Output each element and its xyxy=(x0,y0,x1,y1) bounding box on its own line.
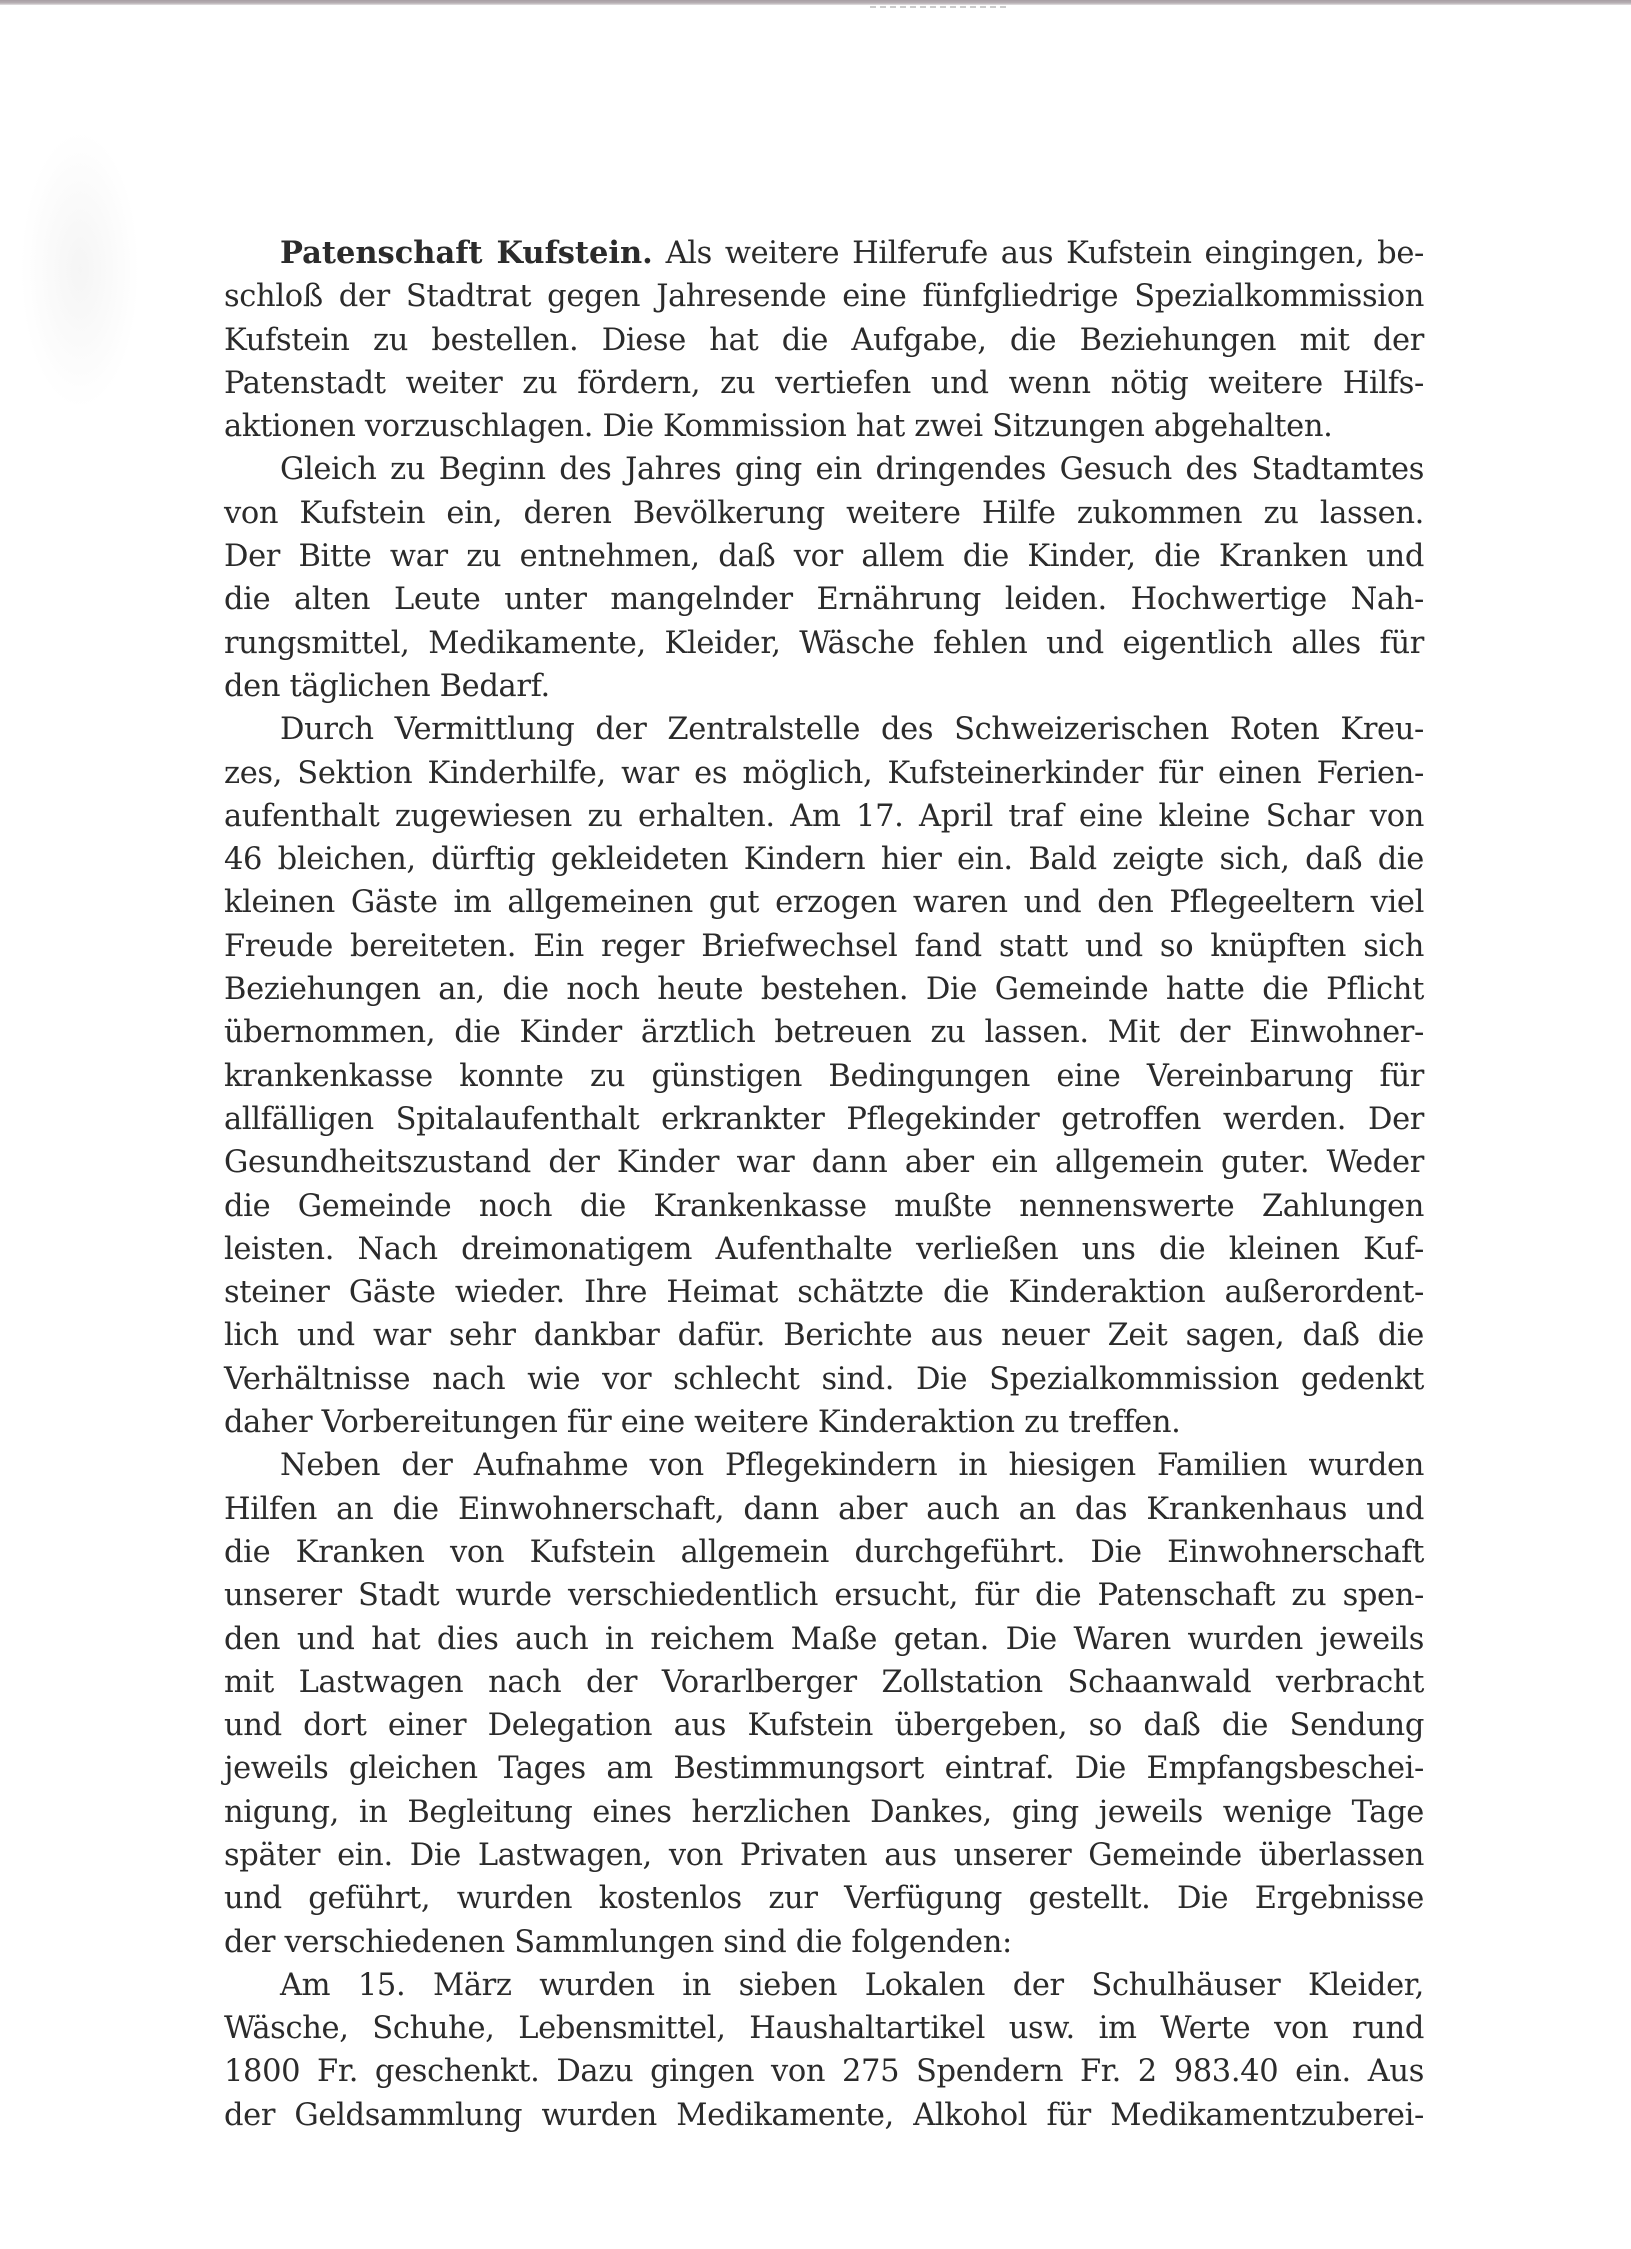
text-line: Durch Vermittlung der Zentralstelle des Schweizerischen Roten Kreu- xyxy=(280,712,1424,748)
text-line: Patenstadt weiter zu fördern, zu vertiefen und wenn nötig weitere Hilfs- xyxy=(224,365,1424,401)
text-line: unserer Stadt wurde verschiedentlich ersucht, für die Patenschaft zu spen- xyxy=(224,1578,1424,1614)
text-line: Kufstein zu bestellen. Diese hat die Aufgabe, die Beziehungen mit der xyxy=(224,322,1424,358)
text-line: Patenschaft Kufstein. Als weitere Hilferufe aus Kufstein eingingen, be- xyxy=(280,235,1425,271)
text-line: den und hat dies auch in reichem Maße getan. Die Waren wurden jeweils xyxy=(224,1621,1424,1657)
text-line: Der Bitte war zu entnehmen, daß vor allem die Kinder, die Kranken und xyxy=(224,539,1424,575)
text-line: Hilfen an die Einwohnerschaft, dann aber auch an das Krankenhaus und xyxy=(224,1491,1424,1527)
text-line: jeweils gleichen Tages am Bestimmungsort eintraf. Die Empfangsbeschei- xyxy=(224,1751,1424,1787)
text-line: aufenthalt zugewiesen zu erhalten. Am 17. April traf eine kleine Schar von xyxy=(224,798,1424,834)
text-line: nigung, in Begleitung eines herzlichen Dankes, ging jeweils wenige Tage xyxy=(224,1794,1424,1830)
text-line: später ein. Die Lastwagen, von Privaten aus unserer Gemeinde überlassen xyxy=(224,1837,1424,1873)
scan-artifact xyxy=(870,6,1010,8)
text-line: und geführt, wurden kostenlos zur Verfügung gestellt. Die Ergebnisse xyxy=(224,1881,1424,1917)
text-line: übernommen, die Kinder ärztlich betreuen zu lassen. Mit der Einwohner- xyxy=(224,1015,1424,1051)
text-line: von Kufstein ein, deren Bevölkerung weitere Hilfe zukommen zu lassen. xyxy=(224,495,1424,531)
text-line: schloß der Stadtrat gegen Jahresende eine fünfgliedrige Spezialkommission xyxy=(224,279,1424,315)
text-line: steiner Gäste wieder. Ihre Heimat schätzte die Kinderaktion außerordent- xyxy=(224,1275,1424,1311)
text-line: und dort einer Delegation aus Kufstein übergeben, so daß die Sendung xyxy=(224,1708,1424,1744)
text-line: die alten Leute unter mangelnder Ernährung leiden. Hochwertige Nah- xyxy=(224,582,1424,618)
text-line: Wäsche, Schuhe, Lebensmittel, Haushaltartikel usw. im Werte von rund xyxy=(224,2011,1424,2047)
text-line: Verhältnisse nach wie vor schlecht sind. Die Spezialkommission gedenkt xyxy=(224,1361,1424,1397)
paragraph xyxy=(224,1444,1424,1964)
paragraph xyxy=(224,708,1424,1444)
section-heading: Patenschaft Kufstein. xyxy=(280,235,653,271)
text-line: 46 bleichen, dürftig gekleideten Kindern hier ein. Bald zeigte sich, daß die xyxy=(224,842,1424,878)
scan-top-edge xyxy=(0,0,1631,5)
text-line: kleinen Gäste im allgemeinen gut erzogen waren und den Pflegeeltern viel xyxy=(224,885,1424,921)
text-line: die Gemeinde noch die Krankenkasse mußte nennenswerte Zahlungen xyxy=(224,1188,1424,1224)
text-line: allfälligen Spitalaufenthalt erkrankter Pflegekinder getroffen werden. Der xyxy=(224,1101,1424,1137)
paragraph xyxy=(224,232,1424,448)
text-line: Freude bereiteten. Ein reger Briefwechsel fand statt und so knüpften sich xyxy=(224,928,1424,964)
text-line: Am 15. März wurden in sieben Lokalen der Schulhäuser Kleider, xyxy=(280,1967,1424,2003)
text-line: lich und war sehr dankbar dafür. Berichte aus neuer Zeit sagen, daß die xyxy=(224,1318,1424,1354)
paragraph xyxy=(224,1964,1424,2137)
paragraph xyxy=(224,448,1424,708)
text-line: der Geldsammlung wurden Medikamente, Alkohol für Medikamentzuberei- xyxy=(224,2097,1424,2133)
text-line: daher Vorbereitungen für eine weitere Kinderaktion zu treffen. xyxy=(224,1405,1181,1441)
text-line: leisten. Nach dreimonatigem Aufenthalte verließen uns die kleinen Kuf- xyxy=(224,1231,1424,1267)
text-line: Gleich zu Beginn des Jahres ging ein dringendes Gesuch des Stadtamtes xyxy=(280,452,1424,488)
text-line: zes, Sektion Kinderhilfe, war es möglich, Kufsteinerkinder für einen Ferien- xyxy=(224,755,1424,791)
document-page xyxy=(224,232,1424,2137)
text-line: die Kranken von Kufstein allgemein durchgeführt. Die Einwohnerschaft xyxy=(224,1534,1424,1570)
text-line: Beziehungen an, die noch heute bestehen. Die Gemeinde hatte die Pflicht xyxy=(224,972,1424,1008)
text-line: krankenkasse konnte zu günstigen Bedingungen eine Vereinbarung für xyxy=(224,1058,1424,1094)
text-line: der verschiedenen Sammlungen sind die folgenden: xyxy=(224,1924,1012,1960)
text-line: aktionen vorzuschlagen. Die Kommission hat zwei Sitzungen abgehalten. xyxy=(224,409,1333,445)
text-line: rungsmittel, Medikamente, Kleider, Wäsche fehlen und eigentlich alles für xyxy=(224,625,1424,661)
text-line: den täglichen Bedarf. xyxy=(224,668,550,704)
text-line: Neben der Aufnahme von Pflegekindern in hiesigen Familien wurden xyxy=(280,1448,1424,1484)
text-line: 1800 Fr. geschenkt. Dazu gingen von 275 Spendern Fr. 2 983.40 ein. Aus xyxy=(224,2054,1424,2090)
text-line: Gesundheitszustand der Kinder war dann aber ein allgemein guter. Weder xyxy=(224,1145,1424,1181)
scan-smudge xyxy=(20,130,140,410)
text-line: mit Lastwagen nach der Vorarlberger Zollstation Schaanwald verbracht xyxy=(224,1664,1424,1700)
